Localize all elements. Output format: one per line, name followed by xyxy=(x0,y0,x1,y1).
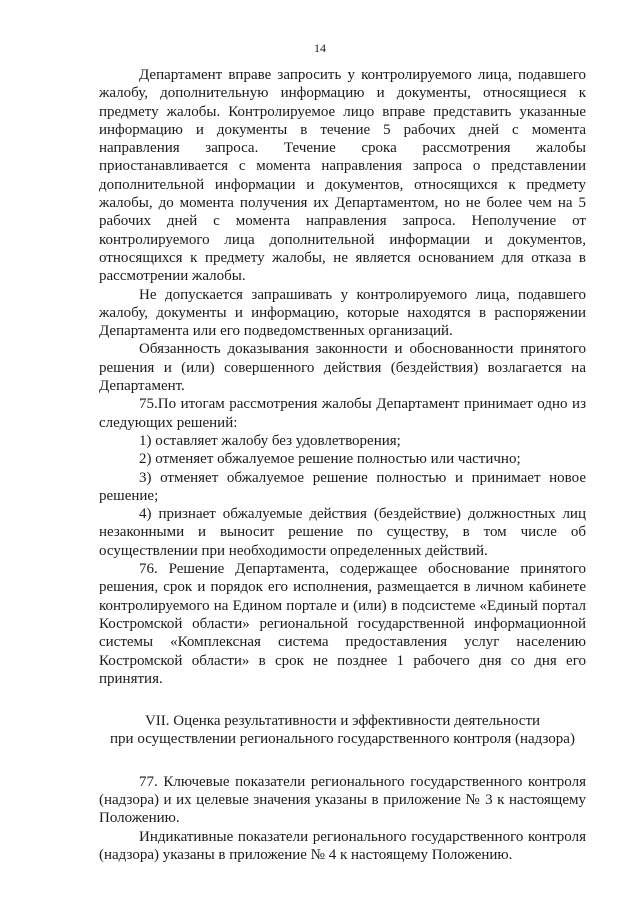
page-number: 14 xyxy=(314,41,326,55)
section-heading xyxy=(99,712,586,749)
paragraph-item-76: 76. Решение Департамента, содержащее обоснование принятого решения, срок и порядок его исполнения, размещается в личном кабинете контролируемого на Едином портале и (или) в подсистеме «Единый портал Костромской области» региональной государственной информационной системы «Комплексная система предоставления услуг населению Костромской области» в срок не позднее 1 рабочего дня со дня его принятия. xyxy=(99,561,586,687)
section-heading-line-2: при осуществлении регионального государственного контроля (надзора) xyxy=(110,731,575,748)
paragraph-indicative-indicators: Индикативные показатели регионального государственного контроля (надзора) указаны в приложение № 4 к настоящему Положению. xyxy=(99,828,586,863)
paragraph-no-request: Не допускается запрашивать у контролируемого лица, подавшего жалобу, документы и информацию, которые находятся в распоряжении Департамента или его подведомственных организаций. xyxy=(99,286,586,340)
list-item-3: 3) отменяет обжалуемое решение полностью и принимает новое решение; xyxy=(99,469,586,504)
list-item-2: 2) отменяет обжалуемое решение полностью или частично; xyxy=(139,451,521,468)
paragraph-item-75: 75.По итогам рассмотрения жалобы Департамент принимает одно из следующих решений: xyxy=(99,396,586,431)
paragraph-burden-of-proof: Обязанность доказывания законности и обоснованности принятого решения и (или) совершенного действия (бездействия) возлагается на Департамент. xyxy=(99,341,586,395)
section-heading-line-1: VII. Оценка результативности и эффективности деятельности xyxy=(144,713,541,730)
paragraph-request-info: Департамент вправе запросить у контролируемого лица, подавшего жалобу, дополнительную информацию и документы, относящиеся к предмету жалобы. Контролируемое лицо вправе представить указанные информацию и документы в течение 5 рабочих дней с момента направления запроса. Течение срока рассмотрения жалобы приостанавливается с момента направления запроса о представлении дополнительной информации и документов, относящихся к предмету жалобы, до момента получения их Департаментом, но не более чем на 5 рабочих дней с момента направления запроса. Неполучение от контролируемого лица дополнительной информации и документов, относящихся к предмету жалобы, не является основанием для отказа в рассмотрении жалобы. xyxy=(99,67,586,285)
paragraph-item-77: 77. Ключевые показатели регионального государственного контроля (надзора) и их целевые значения указаны в приложение № 3 к настоящему Положению. xyxy=(99,773,586,827)
list-item-1: 1) оставляет жалобу без удовлетворения; xyxy=(139,432,401,449)
list-item-4: 4) признает обжалуемые действия (бездействие) должностных лиц незаконными и выносит решение по существу, в том числе об осуществлении при необходимости определенных действий. xyxy=(99,506,586,559)
document-body xyxy=(99,66,586,864)
